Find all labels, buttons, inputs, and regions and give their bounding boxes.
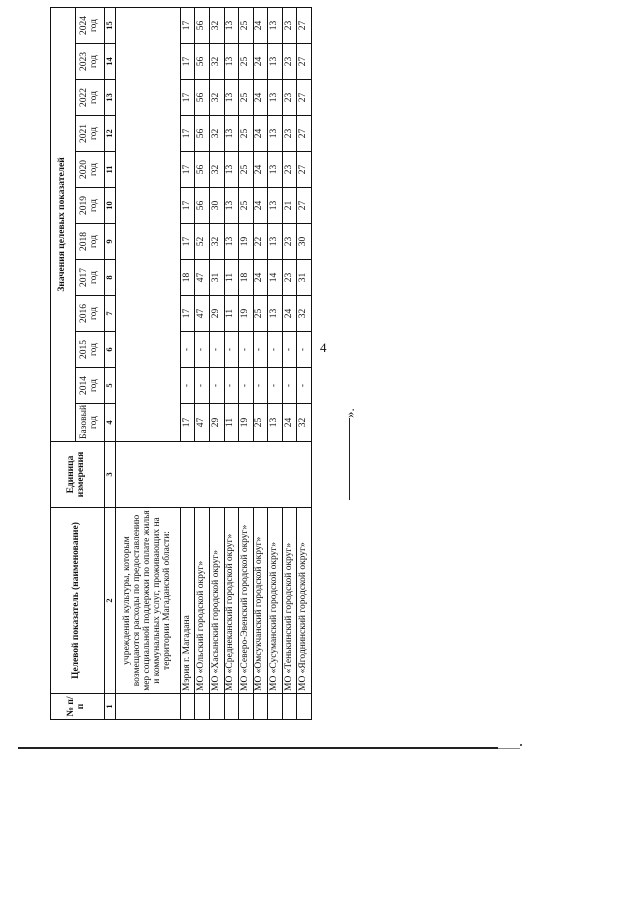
row-value: 25	[239, 116, 254, 152]
row-value: 30	[210, 188, 225, 224]
row-value: -	[239, 332, 254, 368]
column-number: 4	[104, 404, 115, 442]
row-name: МО «Ягоднинский городской округ»	[297, 508, 312, 694]
row-value: 24	[282, 296, 297, 332]
row-value: 56	[195, 188, 210, 224]
row-value: 25	[239, 80, 254, 116]
row-value: -	[210, 332, 225, 368]
row-value: 31	[210, 260, 225, 296]
intro-row	[115, 7, 180, 719]
row-name: Мэрия г. Магадана	[180, 508, 195, 694]
row-num-cell	[210, 694, 225, 720]
table-row	[180, 7, 195, 719]
row-value: 24	[253, 188, 268, 224]
row-value: 47	[195, 260, 210, 296]
row-value: 13	[224, 116, 239, 152]
row-num-cell	[224, 694, 239, 720]
row-value: -	[224, 368, 239, 404]
column-number: 15	[104, 7, 115, 43]
row-value: 24	[253, 80, 268, 116]
row-num-cell	[195, 694, 210, 720]
col-header-year: 2020 год	[75, 152, 104, 188]
column-number: 13	[104, 80, 115, 116]
column-number: 3	[104, 442, 115, 508]
row-value: 32	[210, 80, 225, 116]
row-value: 19	[239, 224, 254, 260]
row-value: 32	[297, 296, 312, 332]
row-value: 27	[297, 188, 312, 224]
row-name: МО «Хасынский городской округ»	[210, 508, 225, 694]
row-value: 13	[268, 404, 283, 442]
row-value: 56	[195, 7, 210, 43]
row-value: -	[297, 332, 312, 368]
col-header-unit: Единица измерения	[51, 442, 105, 508]
row-num-cell	[282, 694, 297, 720]
indicators-table	[50, 7, 312, 720]
table-row	[195, 7, 210, 719]
col-header-year: 2019 год	[75, 188, 104, 224]
row-name: МО «Северо-Эвенский городской округ»	[239, 508, 254, 694]
header-row-1	[51, 7, 76, 719]
row-value: 56	[195, 116, 210, 152]
col-header-year: 2021 год	[75, 116, 104, 152]
col-header-year: 2023 год	[75, 44, 104, 80]
row-value: 25	[239, 44, 254, 80]
table-row	[253, 7, 268, 719]
row-value: 52	[195, 224, 210, 260]
row-value: 23	[282, 7, 297, 43]
row-value: 32	[210, 44, 225, 80]
row-value: 27	[297, 7, 312, 43]
row-value: 13	[224, 7, 239, 43]
column-number: 14	[104, 44, 115, 80]
row-value: 22	[253, 224, 268, 260]
row-value: 24	[253, 260, 268, 296]
row-value: 17	[180, 188, 195, 224]
row-value: -	[210, 368, 225, 404]
row-value: -	[239, 368, 254, 404]
page-number: 4	[320, 340, 327, 355]
row-value: 13	[268, 44, 283, 80]
row-value: 17	[180, 7, 195, 43]
row-value: 13	[268, 116, 283, 152]
column-number: 8	[104, 260, 115, 296]
column-number: 9	[104, 224, 115, 260]
col-header-indicator: Целевой показатель (наименование)	[51, 508, 105, 694]
row-value: 17	[180, 116, 195, 152]
row-value: 24	[253, 44, 268, 80]
row-num-cell	[253, 694, 268, 720]
row-value: 18	[180, 260, 195, 296]
column-number: 5	[104, 368, 115, 404]
closing-mark: ».	[342, 408, 357, 418]
closing-underline	[349, 418, 350, 500]
column-number: 6	[104, 332, 115, 368]
row-value: 17	[180, 404, 195, 442]
row-value: 17	[180, 152, 195, 188]
row-value: 13	[224, 188, 239, 224]
row-value: 17	[180, 80, 195, 116]
row-value: -	[253, 332, 268, 368]
intro-cell-blank	[115, 7, 180, 441]
row-value: 25	[253, 296, 268, 332]
col-header-values-group: Значения целевых показателей	[51, 7, 76, 441]
row-value: 17	[180, 44, 195, 80]
row-value: 13	[268, 296, 283, 332]
row-value: 25	[239, 152, 254, 188]
row-value: 56	[195, 80, 210, 116]
row-value: 13	[268, 80, 283, 116]
row-value: 31	[297, 260, 312, 296]
row-value: -	[195, 332, 210, 368]
row-value: 23	[282, 224, 297, 260]
row-name: МО «Омсукчанский городской округ»	[253, 508, 268, 694]
col-header-base-year: Базовый год	[75, 404, 104, 442]
row-value: 56	[195, 44, 210, 80]
row-value: -	[268, 368, 283, 404]
row-value: 32	[210, 116, 225, 152]
row-value: 21	[282, 188, 297, 224]
row-value: 27	[297, 44, 312, 80]
row-value: -	[297, 368, 312, 404]
row-value: 11	[224, 260, 239, 296]
row-value: 25	[239, 188, 254, 224]
row-value: 23	[282, 80, 297, 116]
row-value: 13	[268, 188, 283, 224]
column-number: 10	[104, 188, 115, 224]
scan-artifact-line	[18, 747, 498, 749]
row-value: -	[268, 332, 283, 368]
row-value: -	[180, 332, 195, 368]
row-num-cell	[239, 694, 254, 720]
row-value: 29	[210, 296, 225, 332]
row-value: 24	[282, 404, 297, 442]
row-value: -	[253, 368, 268, 404]
row-value: 27	[297, 152, 312, 188]
scan-artifact-dot	[520, 744, 522, 746]
table-row	[210, 7, 225, 719]
row-value: 13	[268, 152, 283, 188]
column-numbers-row	[104, 7, 115, 719]
row-name: МО «Тенькинский городской округ»	[282, 508, 297, 694]
column-number: 1	[104, 694, 115, 720]
row-value: 47	[195, 296, 210, 332]
row-value: -	[282, 332, 297, 368]
row-value: 56	[195, 152, 210, 188]
row-value: 17	[180, 224, 195, 260]
intro-text: учреждений культуры, которым возмещаются расходы по предоставлению мер социальной поддержки по оплате жилья и коммунальных услуг, проживающих на территории Магаданской области:	[115, 508, 180, 694]
row-value: 32	[210, 152, 225, 188]
row-value: 25	[239, 7, 254, 43]
row-value: 24	[253, 152, 268, 188]
intro-cell-num	[115, 694, 180, 720]
row-value: 32	[297, 404, 312, 442]
row-value: 13	[224, 44, 239, 80]
row-name: МО «Сусуманский городской округ»	[268, 508, 283, 694]
row-value: 24	[253, 7, 268, 43]
column-number: 2	[104, 508, 115, 694]
col-header-year: 2018 год	[75, 224, 104, 260]
row-value: 24	[253, 116, 268, 152]
row-value: -	[180, 368, 195, 404]
row-value: 27	[297, 116, 312, 152]
table-row	[282, 7, 297, 719]
table-row	[239, 7, 254, 719]
row-value: 13	[224, 224, 239, 260]
unit-cell	[115, 442, 311, 508]
col-header-year: 2016 год	[75, 296, 104, 332]
table-row	[268, 7, 283, 719]
row-value: 32	[210, 7, 225, 43]
row-value: 11	[224, 296, 239, 332]
row-value: 19	[239, 296, 254, 332]
row-value: 13	[224, 80, 239, 116]
row-value: 30	[297, 224, 312, 260]
row-value: 23	[282, 260, 297, 296]
col-header-year: 2024 год	[75, 7, 104, 43]
row-value: 32	[210, 224, 225, 260]
table-row	[297, 7, 312, 719]
row-value: 18	[239, 260, 254, 296]
row-name: МО «Среднеканский городской округ»	[224, 508, 239, 694]
row-num-cell	[180, 694, 195, 720]
row-value: 29	[210, 404, 225, 442]
row-value: 27	[297, 80, 312, 116]
rotated-table-container	[50, 10, 312, 720]
row-value: -	[282, 368, 297, 404]
col-header-num: № п/п	[51, 694, 105, 720]
row-value: 14	[268, 260, 283, 296]
column-number: 12	[104, 116, 115, 152]
row-value: 17	[180, 296, 195, 332]
row-num-cell	[268, 694, 283, 720]
column-number: 11	[104, 152, 115, 188]
row-value: 47	[195, 404, 210, 442]
table-body	[51, 7, 312, 719]
row-value: 13	[268, 224, 283, 260]
row-value: 11	[224, 404, 239, 442]
table-row	[224, 7, 239, 719]
col-header-year: 2022 год	[75, 80, 104, 116]
scan-artifact-line-faint	[498, 748, 520, 749]
row-value: 13	[268, 7, 283, 43]
row-value: 13	[224, 152, 239, 188]
row-name: МО «Ольский городской округ»	[195, 508, 210, 694]
row-value: 23	[282, 152, 297, 188]
row-value: -	[224, 332, 239, 368]
row-value: 25	[253, 404, 268, 442]
row-value: 23	[282, 116, 297, 152]
row-value: 19	[239, 404, 254, 442]
column-number: 7	[104, 296, 115, 332]
row-num-cell	[297, 694, 312, 720]
col-header-year: 2015 год	[75, 332, 104, 368]
col-header-year: 2014 год	[75, 368, 104, 404]
row-value: -	[195, 368, 210, 404]
row-value: 23	[282, 44, 297, 80]
col-header-year: 2017 год	[75, 260, 104, 296]
